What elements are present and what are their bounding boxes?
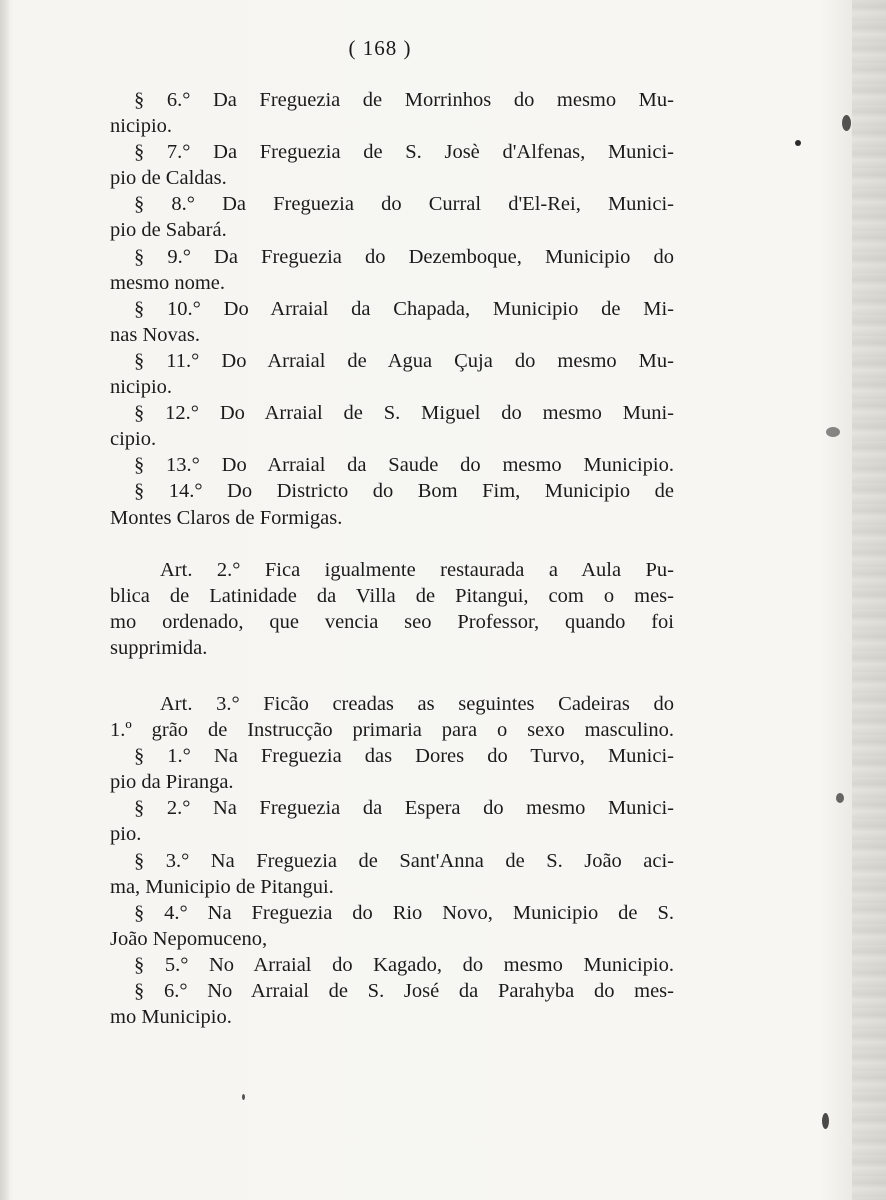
- article-3-item-line: § 1.° Na Freguezia das Dores do Turvo, Munici-: [134, 745, 674, 768]
- paragraph-line: Montes Claros de Formigas.: [110, 506, 343, 529]
- article-3-item-line: pio da Piranga.: [110, 771, 234, 794]
- paragraph-line: § 10.° Do Arraial da Chapada, Municipio de Mi-: [134, 297, 674, 320]
- article-2-line: supprimida.: [110, 636, 208, 659]
- article-3-item-line: § 4.° Na Freguezia do Rio Novo, Municipio de S.: [134, 901, 674, 924]
- paragraph-line: nas Novas.: [110, 323, 200, 346]
- paragraph-line: § 6.° Da Freguezia de Morrinhos do mesmo Mu-: [134, 89, 674, 111]
- article-3-item-line: pio.: [110, 823, 142, 846]
- paragraph-line: cipio.: [110, 428, 157, 451]
- paragraph-line: § 11.° Do Arraial de Agua Çuja do mesmo Mu-: [134, 349, 674, 372]
- ink-speck: [795, 140, 801, 146]
- paragraph-line: § 14.° Do Districto do Bom Fim, Municipio de: [134, 480, 674, 503]
- paragraph-line: pio de Sabará.: [110, 219, 227, 242]
- paragraph-gap: [110, 531, 674, 557]
- paragraph-line: nicipio.: [110, 376, 173, 399]
- article-3-item-line: § 5.° No Arraial do Kagado, do mesmo Municipio.: [134, 953, 674, 976]
- article-3-line: Art. 3.° Ficão creadas as seguintes Cadeiras do: [160, 692, 674, 715]
- paragraph-line: § 12.° Do Arraial de S. Miguel do mesmo Muni-: [134, 402, 674, 425]
- ink-speck: [242, 1094, 245, 1100]
- page-left-shadow: [0, 0, 10, 1200]
- article-3-item-line: § 3.° Na Freguezia de Sant'Anna de S. João aci-: [134, 849, 674, 872]
- ink-speck: [826, 427, 840, 437]
- ink-speck: [836, 793, 844, 803]
- ink-speck: [842, 115, 851, 131]
- article-2-line: mo ordenado, que vencia seo Professor, quando foi: [110, 610, 674, 633]
- paragraph-line: mesmo nome.: [110, 271, 226, 294]
- paragraph-line: § 13.° Do Arraial da Saude do mesmo Municipio.: [134, 454, 674, 477]
- paragraph-line: § 8.° Da Freguezia do Curral d'El-Rei, Munici-: [134, 193, 674, 216]
- article-3-item-line: § 6.° No Arraial de S. José da Parahyba do mes-: [134, 980, 674, 1002]
- article-2-line: blica de Latinidade da Villa de Pitangui, com o mes-: [110, 584, 674, 607]
- page-number: ( 168 ): [348, 36, 412, 60]
- document-body: [110, 87, 674, 1030]
- paragraph-line: § 9.° Da Freguezia do Dezemboque, Municipio do: [134, 245, 674, 268]
- paragraph-gap: [110, 661, 674, 691]
- article-3-item-line: § 2.° Na Freguezia da Espera do mesmo Munici-: [134, 797, 674, 820]
- paragraph-line: pio de Caldas.: [110, 167, 227, 190]
- article-2-line: Art. 2.° Fica igualmente restaurada a Aula Pu-: [160, 558, 674, 581]
- ink-speck: [822, 1113, 829, 1129]
- binding-edge: [852, 0, 886, 1200]
- article-3-item-line: ma, Municipio de Pitangui.: [110, 875, 334, 898]
- paragraph-line: nicipio.: [110, 115, 173, 138]
- article-3-item-line: João Nepomuceno,: [110, 927, 268, 950]
- article-3-item-line: mo Municipio.: [110, 1006, 232, 1029]
- article-3-line: 1.º grão de Instrucção primaria para o sexo masculino.: [110, 719, 674, 742]
- paragraph-line: § 7.° Da Freguezia de S. Josè d'Alfenas, Munici-: [134, 141, 674, 164]
